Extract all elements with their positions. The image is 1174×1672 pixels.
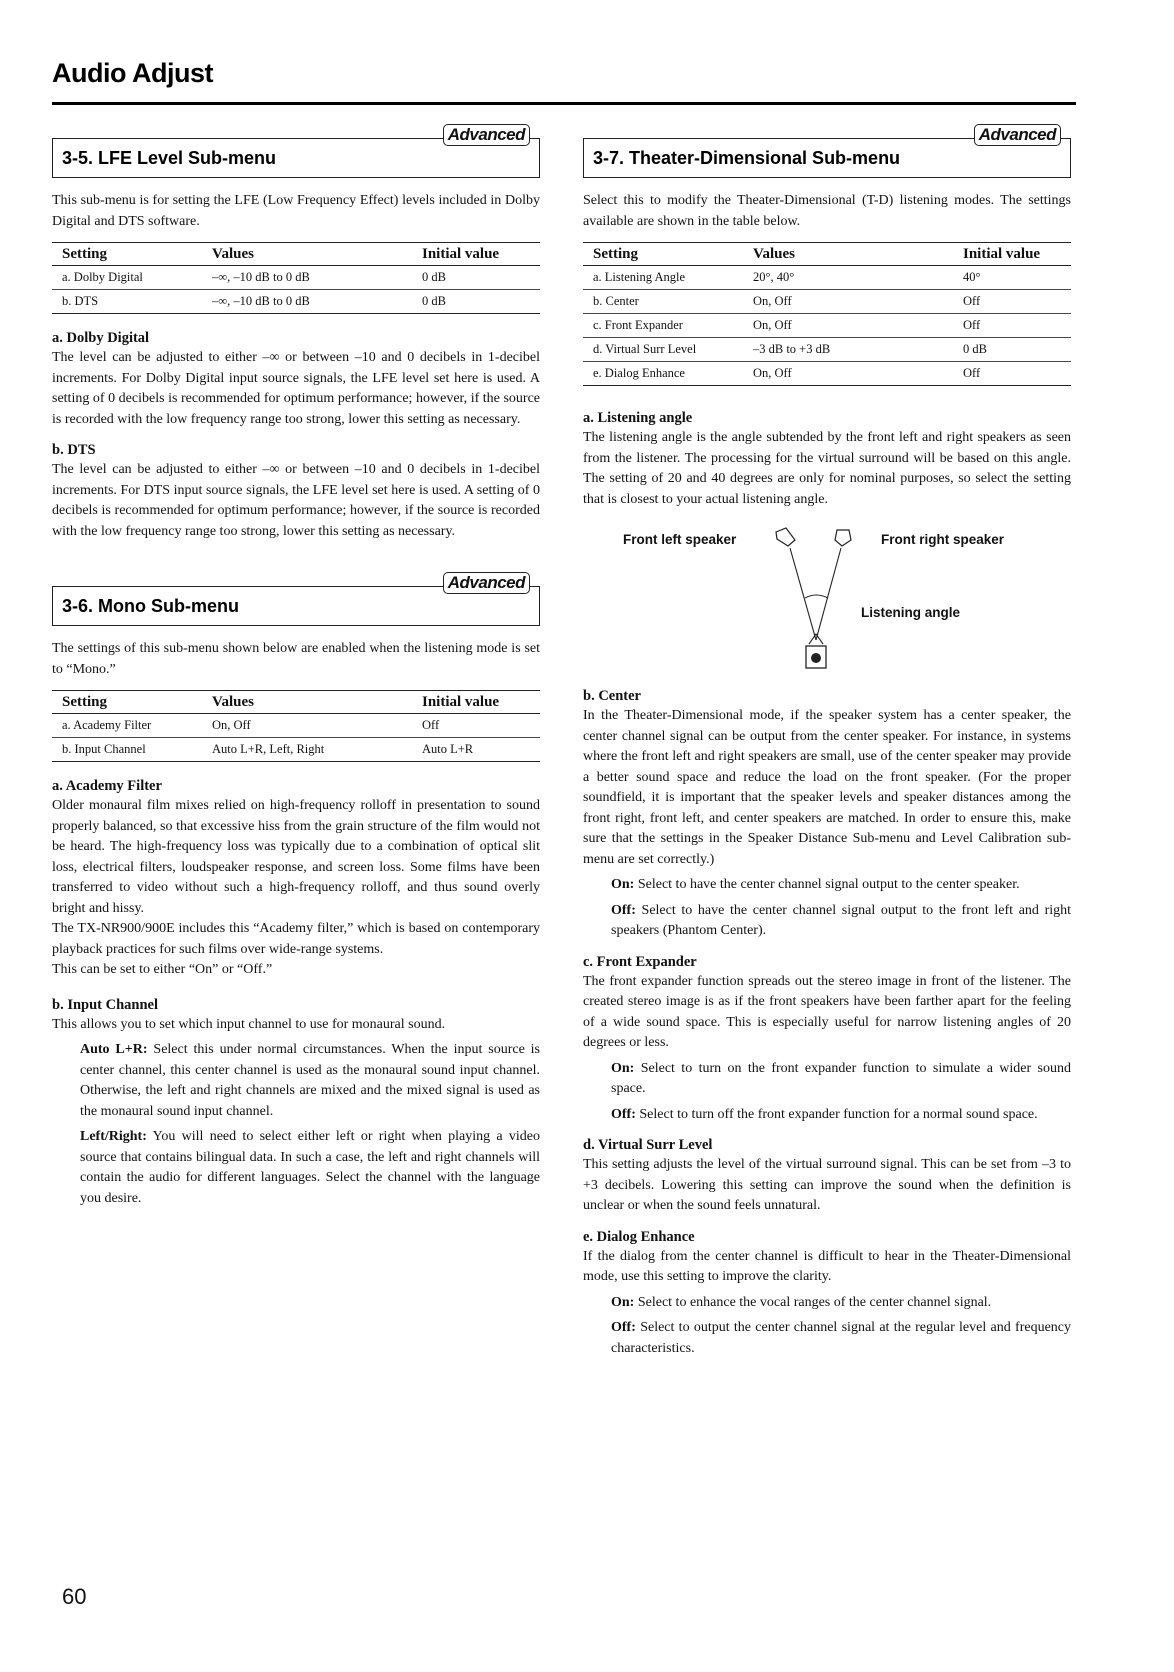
td-intro: Select this to modify the Theater-Dimensional (T-D) listening modes. The settings available are shown in the table below. xyxy=(583,193,1071,229)
mono-settings-table xyxy=(52,690,540,762)
column-header: Initial value xyxy=(953,243,1071,266)
table-row xyxy=(52,290,540,314)
mono-section-title: 3-6. Mono Sub-menu xyxy=(62,596,239,616)
mono-section-header xyxy=(52,572,540,626)
column-header: Values xyxy=(743,243,953,266)
academy-text: Older monaural film mixes relied on high-frequency rolloff in presentation to sound properly balanced, so that excessive hiss from the grain structure of the film would not be heard. The high-frequency loss was typically due to a combination of optical slit loss, electrical filters, loudspeaker response, and screen loss. Some films have been transferred to video without such a high-frequency rolloff, and thus sound overly bright and hissy. xyxy=(52,798,540,916)
table-cell: Off xyxy=(953,314,1071,338)
table-cell: Off xyxy=(953,290,1071,314)
table-cell: a. Academy Filter xyxy=(52,714,202,738)
table-cell: –∞, –10 dB to 0 dB xyxy=(202,290,412,314)
dialog-enhance-text: If the dialog from the center channel is difficult to hear in the Theater-Dimensional mode, use this setting to improve the clarity. xyxy=(583,1248,1071,1284)
option-label: On: xyxy=(611,1294,635,1310)
table-cell: c. Front Expander xyxy=(583,314,743,338)
table-cell: Auto L+R xyxy=(412,738,540,762)
table-cell: Off xyxy=(412,714,540,738)
table-cell: 20°, 40° xyxy=(743,266,953,290)
table-cell: 0 dB xyxy=(412,266,540,290)
option-text: Select to enhance the vocal ranges of the center channel signal. xyxy=(637,1294,992,1310)
left-column xyxy=(52,124,540,1209)
column-header: Initial value xyxy=(412,691,540,714)
table-header-row xyxy=(52,243,540,266)
dialog-on-option xyxy=(611,1293,1071,1314)
table-cell: 0 dB xyxy=(953,338,1071,362)
center-text: In the Theater-Dimensional mode, if the speaker system has a center speaker, the center channel signal can be output from the center speaker. For instance, in systems where the front left and right speakers are small, use of the center speaker may provide a better sound space and reduce the load on the front speaker. (For the proper soundfield, it is important that the speaker levels and speaker distances among the front right, front left, and center speakers are matched. In order to ensure this, make sure that the settings in the Speaker Distance Sub-menu and Level Calibration sub-menu are set correctly.) xyxy=(583,708,1071,867)
advanced-badge: Advanced xyxy=(443,572,530,594)
table-cell: –∞, –10 dB to 0 dB xyxy=(202,266,412,290)
column-header: Values xyxy=(202,243,412,266)
dialog-enhance-heading: e. Dialog Enhance xyxy=(583,1228,695,1245)
auto-lr-option xyxy=(80,1040,540,1122)
table-cell: a. Listening Angle xyxy=(583,266,743,290)
table-cell: b. DTS xyxy=(52,290,202,314)
table-cell: On, Off xyxy=(743,362,953,386)
option-label: On: xyxy=(611,877,635,892)
option-label: On: xyxy=(611,1060,635,1076)
dts-text: The level can be adjusted to either –∞ or between –10 and 0 decibels in 1-decibel increments. For DTS input source signals, the LFE level set here is used. A setting of 0 decibels is recommended for optimum performance; however, if the source is recorded with the low frequency range too strong, lower this setting as necessary. xyxy=(52,462,540,539)
page-number: 60 xyxy=(62,1584,87,1609)
listening-angle-text: The listening angle is the angle subtended by the front left and right speakers as seen from the listener. The processing for the virtual surround will be based on this angle. The setting of 20 and 40 degrees are only for nominal purposes, so select the setting that is closest to your actual listening angle. xyxy=(583,430,1071,507)
td-settings-table xyxy=(583,242,1071,386)
listening-angle-diagram xyxy=(583,526,1071,676)
input-channel-text: This allows you to set which input channel to use for monaural sound. xyxy=(52,1016,446,1032)
option-label: Auto L+R: xyxy=(80,1042,148,1057)
table-row xyxy=(583,266,1071,290)
td-section-title: 3-7. Theater-Dimensional Sub-menu xyxy=(593,148,901,168)
table-cell: On, Off xyxy=(202,714,412,738)
angle-arc xyxy=(805,595,828,598)
option-label: Off: xyxy=(611,1320,636,1335)
option-label: Left/Right: xyxy=(80,1129,147,1144)
input-channel-heading: b. Input Channel xyxy=(52,996,158,1013)
option-label: Off: xyxy=(611,902,636,918)
lfe-settings-table xyxy=(52,242,540,314)
table-cell: On, Off xyxy=(743,314,953,338)
column-header: Setting xyxy=(52,691,202,714)
dolby-text: The level can be adjusted to either –∞ or between –10 and 0 decibels in 1-decibel increments. For Dolby Digital input source signals, the LFE level set here is used. A setting of 0 decibels is recommended for optimum performance; however, if the source is recorded with the low frequency range too strong, lower this setting as necessary. xyxy=(52,350,540,427)
dialog-off-option xyxy=(611,1318,1071,1359)
academy-text: The TX-NR900/900E includes this “Academy filter,” which is based on contemporary playback practices for such films over wide-range systems. xyxy=(52,921,540,957)
table-header-row xyxy=(583,243,1071,266)
left-speaker-icon xyxy=(776,528,795,546)
right-column xyxy=(583,124,1071,1359)
mono-intro: The settings of this sub-menu shown below are enabled when the listening mode is set to “Mono.” xyxy=(52,641,540,677)
table-header-row xyxy=(52,691,540,714)
lfe-intro: This sub-menu is for setting the LFE (Low Frequency Effect) levels included in Dolby Digital and DTS software. xyxy=(52,193,540,229)
table-cell: 40° xyxy=(953,266,1071,290)
option-text: Select to have the center channel signal output to the center speaker. xyxy=(637,877,1020,892)
dts-heading: b. DTS xyxy=(52,442,96,458)
table-cell: On, Off xyxy=(743,290,953,314)
table-cell: Auto L+R, Left, Right xyxy=(202,738,412,762)
option-text: Select to output the center channel signal at the regular level and frequency characteristics. xyxy=(611,1320,1072,1356)
table-row xyxy=(52,266,540,290)
table-cell: b. Center xyxy=(583,290,743,314)
table-row xyxy=(583,314,1071,338)
center-off-option xyxy=(611,901,1071,942)
option-text: Select this under normal circumstances. When the input source is center channel, this center channel is used as the monaural sound input channel. Otherwise, the left and right channels are mixed and the mixed signal is used as the monaural sound input channel. xyxy=(80,1042,541,1119)
dolby-heading: a. Dolby Digital xyxy=(52,330,150,346)
front-left-label: Front left speaker xyxy=(623,532,737,547)
lfe-section-title: 3-5. LFE Level Sub-menu xyxy=(62,148,277,168)
option-text: Select to have the center channel signal output to the front left and right speakers (Phantom Center). xyxy=(611,902,1072,938)
table-row xyxy=(52,714,540,738)
column-header: Setting xyxy=(583,243,743,266)
option-label: Off: xyxy=(611,1106,636,1122)
table-cell: Off xyxy=(953,362,1071,386)
option-text: Select to turn off the front expander function for a normal sound space. xyxy=(639,1106,1038,1122)
page-title: Audio Adjust xyxy=(52,58,213,88)
academy-text: This can be set to either “On” or “Off.” xyxy=(52,962,273,977)
td-section-header xyxy=(583,124,1071,178)
table-cell: d. Virtual Surr Level xyxy=(583,338,743,362)
front-expander-text: The front expander function spreads out the stereo image in front of the listener. The created stereo image is as if the front speakers have been farther apart for the feeling of a wide sound space. This is especially useful for narrow listening angles of 20 degrees or less. xyxy=(583,973,1071,1050)
diagram-graphic xyxy=(583,526,1071,676)
advanced-badge: Advanced xyxy=(974,124,1061,146)
left-right-option xyxy=(80,1127,540,1209)
right-speaker-icon xyxy=(835,530,851,546)
option-text: Select to turn on the front expander function to simulate a wider sound space. xyxy=(611,1060,1071,1096)
virtual-surr-text: This setting adjusts the level of the virtual surround signal. This can be set from –3 to +3 decibels. Lowering this setting can improve the sound when the definition is unclear or when the sound feels unnatural. xyxy=(583,1157,1071,1213)
expander-on-option xyxy=(611,1059,1071,1100)
table-cell: a. Dolby Digital xyxy=(52,266,202,290)
advanced-badge: Advanced xyxy=(443,124,530,146)
listening-angle-label: Listening angle xyxy=(861,605,961,620)
front-expander-heading: c. Front Expander xyxy=(583,953,697,970)
table-row xyxy=(583,290,1071,314)
table-row xyxy=(52,738,540,762)
table-row xyxy=(583,338,1071,362)
left-angle-line xyxy=(790,548,816,640)
front-right-label: Front right speaker xyxy=(881,532,1005,547)
title-rule xyxy=(52,102,1076,105)
expander-off-option xyxy=(611,1105,1071,1126)
center-heading: b. Center xyxy=(583,688,641,704)
column-header: Initial value xyxy=(412,243,540,266)
center-on-option xyxy=(611,875,1071,896)
virtual-surr-heading: d. Virtual Surr Level xyxy=(583,1137,713,1153)
column-header: Setting xyxy=(52,243,202,266)
listening-angle-heading: a. Listening angle xyxy=(583,410,693,426)
table-row xyxy=(583,362,1071,386)
column-header: Values xyxy=(202,691,412,714)
academy-heading: a. Academy Filter xyxy=(52,778,162,794)
right-angle-line xyxy=(816,548,841,640)
table-cell: 0 dB xyxy=(412,290,540,314)
table-cell: –3 dB to +3 dB xyxy=(743,338,953,362)
option-text: You will need to select either left or right when playing a video source that contains bilingual data. In such a case, the left and right channels will contain the audio for different languages. Select the channel with the language you desire. xyxy=(80,1129,540,1206)
table-cell: b. Input Channel xyxy=(52,738,202,762)
lfe-section-header xyxy=(52,124,540,178)
table-cell: e. Dialog Enhance xyxy=(583,362,743,386)
